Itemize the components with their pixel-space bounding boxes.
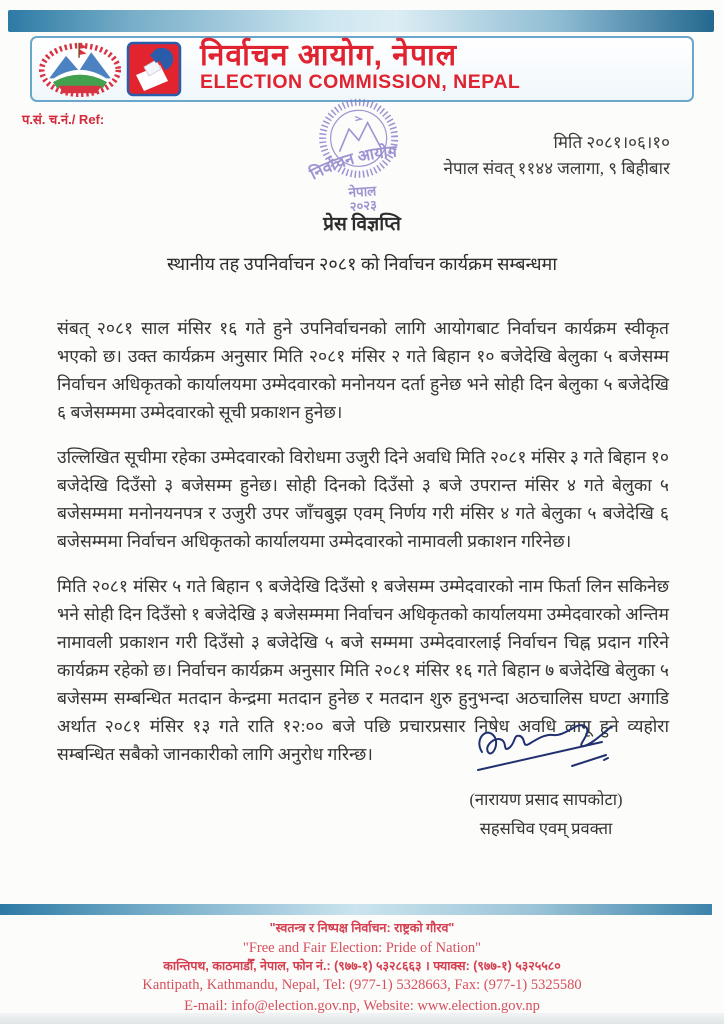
footer-slogan-english: "Free and Fair Election: Pride of Nation" bbox=[242, 939, 482, 956]
document-title: प्रेस विज्ञप्ति bbox=[323, 214, 401, 235]
footer-decorative-bar bbox=[0, 904, 712, 915]
footer-email-website: E-mail: info@election.gov.np, Website: www.election.gov.np bbox=[184, 997, 540, 1014]
nepal-sambat-line: नेपाल संवत् ११४४ जलागा, ९ बिहीबार bbox=[443, 159, 670, 179]
stamp-year-text: २०२३ bbox=[349, 197, 378, 215]
footer-address-nepali: कान्तिपथ, काठमाडौँ, नेपाल, फोन नं.: (९७७-१) ५३२८६६३ । फ्याक्स: (९७७-१) ५३२५५८० bbox=[163, 958, 561, 973]
top-decorative-bar bbox=[8, 10, 714, 32]
paragraph-2: उल्लिखित सूचीमा रहेका उम्मेदवारको विरोधमा उजुरी दिने अवधि मिति २०८१ मंसिर ३ गते बिहान १० बजेदेखि दिउँसो ३ बजेसम्म हुनेछ। सोही दिनको दिउँसो ३ बजे उपरान्त मंसिर ४ गते बेलुका ५ बजेसम्ममा मनोनयनपत्र र उजुरी उपर जाँचबुझ एवम् निर्णय गरी मंसिर ४ गते बेलुका ५ बजेदेखि ६ बजेसम्ममा निर्वाचन अधिकृतको कार्यालयमा उम्मेदवारको नामावली प्रकाशन गरिनेछ। bbox=[57, 447, 669, 551]
scan-edge-shadow bbox=[0, 1013, 724, 1024]
footer-address-english: Kantipath, Kathmandu, Nepal, Tel: (977-1) 5328663, Fax: (977-1) 5325580 bbox=[142, 977, 582, 994]
document-subject: स्थानीय तह उपनिर्वाचन २०८१ को निर्वाचन कार्यक्रम सम्बन्धमा bbox=[166, 254, 557, 274]
date-line: मिति २०८१।०६।१० bbox=[553, 133, 670, 152]
paragraph-1: संबत् २०८१ साल मंसिर १६ गते हुने उपनिर्वाचनको लागि आयोगबाट निर्वाचन कार्यक्रम स्वीकृत भएको छ। उक्त कार्यक्रम अनुसार मिति २०८१ मंसिर २ गते बिहान १० बजेदेखि बेलुका ५ बजेसम्म निर्वाचन अधिकृतको कार्यालयमा उम्मेदवारको मनोनयन दर्ता हुनेछ भने सोही दिन बेलुका ५ बजेदेखि ६ बजेसम्ममा उम्मेदवारको सूची प्रकाशन हुनेछ। bbox=[57, 318, 669, 422]
signatory-designation: सहसचिव एवम् प्रवक्ता bbox=[479, 819, 613, 838]
org-title-english: ELECTION COMMISSION, NEPAL bbox=[200, 70, 521, 93]
letter-body bbox=[57, 314, 669, 785]
org-title-nepali: निर्वाचन आयोग, नेपाल bbox=[200, 39, 458, 72]
paragraph-3: मिति २०८१ मंसिर ५ गते बिहान ९ बजेदेखि दिउँसो १ बजेसम्म उम्मेदवारको नाम फिर्ता लिन सकिनेछ भने सोही दिन दिउँसो १ बजेदेखि ३ बजेसम्ममा निर्वाचन अधिकृतको कार्यालयमा उम्मेदवारको अन्तिम नामावली प्रकाशन गरी दिउँसो ३ बजेदेखि ५ बजे सम्ममा उम्मेदवारलाई निर्वाचन चिह्न प्रदान गरिने कार्यक्रम रहेको छ। निर्वाचन कार्यक्रम अनुसार मिति २०८१ मंसिर १६ गते बिहान ७ बजेदेखि बेलुका ५ बजेसम्म सम्बन्धित मतदान केन्द्रमा मतदान हुनेछ र मतदान शुरु हुनुभन्दा अठचालिस घण्टा अगाडि अर्थात २०८१ मंसिर १३ गते राति १२:०० बजे पछि प्रचारप्रसार निषेध अवधि लागू हुने व्यहोरा सम्बन्धित सबैको जानकारीको लागि अनुरोध गरिन्छ। bbox=[57, 576, 669, 764]
footer bbox=[0, 921, 724, 1017]
date-block bbox=[444, 130, 670, 183]
stamp-arc-text: निर्वाचन आयोग bbox=[307, 143, 398, 184]
letterhead-titles bbox=[200, 40, 680, 92]
letterhead bbox=[30, 36, 694, 102]
signature-block bbox=[428, 716, 664, 839]
stamp-country-text: नेपाल bbox=[347, 183, 377, 201]
election-commission-logo-icon bbox=[126, 41, 182, 102]
official-stamp bbox=[294, 92, 434, 224]
signatory-name: (नारायण प्रसाद सापकोटा) bbox=[469, 790, 623, 809]
handwritten-signature bbox=[428, 716, 664, 783]
reference-number-label: प.सं. च.नं./ Ref: bbox=[22, 112, 105, 127]
footer-slogan-nepali: "स्वतन्त्र र निष्पक्ष निर्वाचन: राष्ट्रको गौरव" bbox=[269, 921, 455, 935]
nepal-coat-of-arms-icon bbox=[38, 41, 122, 102]
